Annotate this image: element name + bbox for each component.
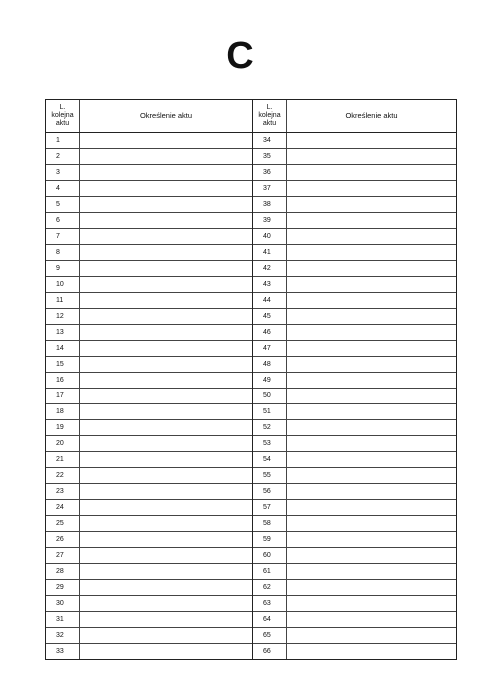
act-description-cell[interactable] — [80, 468, 252, 483]
act-number-cell: 26 — [46, 532, 80, 547]
act-description-cell[interactable] — [80, 181, 252, 196]
table-row — [46, 404, 252, 420]
act-number-cell: 60 — [253, 548, 287, 563]
table-row — [253, 484, 456, 500]
act-number-cell: 30 — [46, 596, 80, 611]
table-row — [253, 357, 456, 373]
act-number-cell: 41 — [253, 245, 287, 260]
act-description-cell[interactable] — [80, 580, 252, 595]
act-number-cell: 39 — [253, 213, 287, 228]
act-number-cell: 63 — [253, 596, 287, 611]
act-description-cell[interactable] — [80, 389, 252, 404]
table-row — [253, 229, 456, 245]
act-number-cell: 28 — [46, 564, 80, 579]
table-row — [46, 133, 252, 149]
act-number-cell: 16 — [46, 373, 80, 388]
act-description-cell[interactable] — [80, 133, 252, 148]
act-number-cell: 36 — [253, 165, 287, 180]
act-description-cell[interactable] — [287, 452, 456, 467]
table-row — [253, 644, 456, 659]
act-number-cell: 24 — [46, 500, 80, 515]
act-number-cell: 8 — [46, 245, 80, 260]
act-number-cell: 42 — [253, 261, 287, 276]
table-row — [253, 293, 456, 309]
act-description-cell[interactable] — [287, 532, 456, 547]
act-description-cell[interactable] — [287, 309, 456, 324]
act-number-cell: 3 — [46, 165, 80, 180]
act-description-cell[interactable] — [80, 149, 252, 164]
act-description-cell[interactable] — [287, 468, 456, 483]
act-number-cell: 44 — [253, 293, 287, 308]
table-row — [253, 373, 456, 389]
act-number-cell: 14 — [46, 341, 80, 356]
act-description-cell[interactable] — [287, 628, 456, 643]
table-row — [46, 468, 252, 484]
act-number-cell: 50 — [253, 389, 287, 404]
act-number-cell: 65 — [253, 628, 287, 643]
act-number-cell: 27 — [46, 548, 80, 563]
header-act-number-line3: aktu — [262, 120, 277, 127]
act-description-cell[interactable] — [287, 644, 456, 659]
table-row — [46, 373, 252, 389]
table-row — [253, 532, 456, 548]
table-row — [46, 309, 252, 325]
table-row — [46, 357, 252, 373]
act-number-cell: 45 — [253, 309, 287, 324]
act-number-cell: 58 — [253, 516, 287, 531]
table-row — [46, 325, 252, 341]
act-description-cell[interactable] — [80, 500, 252, 515]
act-description-cell[interactable] — [287, 197, 456, 212]
table-row — [46, 420, 252, 436]
act-description-cell[interactable] — [287, 580, 456, 595]
table-row — [253, 564, 456, 580]
table-row — [253, 309, 456, 325]
act-description-cell[interactable] — [287, 516, 456, 531]
act-description-cell[interactable] — [80, 373, 252, 388]
act-description-cell[interactable] — [287, 165, 456, 180]
act-number-cell: 46 — [253, 325, 287, 340]
act-description-cell[interactable] — [287, 149, 456, 164]
table-right-half — [253, 100, 456, 659]
act-number-cell: 5 — [46, 197, 80, 212]
table-row — [253, 277, 456, 293]
act-number-cell: 1 — [46, 133, 80, 148]
table-row — [253, 165, 456, 181]
table-row — [253, 420, 456, 436]
act-description-cell[interactable] — [80, 564, 252, 579]
act-description-cell[interactable] — [287, 420, 456, 435]
act-number-cell: 31 — [46, 612, 80, 627]
act-description-cell[interactable] — [287, 213, 456, 228]
table-row — [253, 181, 456, 197]
act-description-cell[interactable] — [287, 341, 456, 356]
act-number-cell: 23 — [46, 484, 80, 499]
act-description-cell[interactable] — [287, 277, 456, 292]
act-description-cell[interactable] — [287, 229, 456, 244]
table-row — [253, 500, 456, 516]
table-row — [46, 612, 252, 628]
act-number-cell: 47 — [253, 341, 287, 356]
act-description-cell[interactable] — [287, 500, 456, 515]
act-number-cell: 34 — [253, 133, 287, 148]
act-description-cell[interactable] — [80, 213, 252, 228]
act-number-cell: 64 — [253, 612, 287, 627]
header-act-number-line1: L. — [59, 104, 66, 111]
table-rows-left — [46, 133, 252, 659]
act-description-cell[interactable] — [80, 612, 252, 627]
act-number-cell: 6 — [46, 213, 80, 228]
table-row — [46, 628, 252, 644]
act-number-cell: 48 — [253, 357, 287, 372]
act-number-cell: 54 — [253, 452, 287, 467]
act-description-cell[interactable] — [80, 404, 252, 419]
act-description-cell[interactable] — [287, 133, 456, 148]
act-number-cell: 57 — [253, 500, 287, 515]
table-row — [253, 197, 456, 213]
act-number-cell: 15 — [46, 357, 80, 372]
act-description-cell[interactable] — [287, 564, 456, 579]
act-number-cell: 43 — [253, 277, 287, 292]
act-description-cell[interactable] — [80, 277, 252, 292]
act-description-cell[interactable] — [80, 516, 252, 531]
act-description-cell[interactable] — [287, 325, 456, 340]
table-header-right — [253, 100, 456, 133]
act-number-cell: 52 — [253, 420, 287, 435]
header-act-number — [46, 100, 80, 132]
table-row — [46, 484, 252, 500]
table-row — [253, 548, 456, 564]
act-number-cell: 20 — [46, 436, 80, 451]
act-description-cell[interactable] — [287, 596, 456, 611]
act-number-cell: 17 — [46, 389, 80, 404]
table-row — [46, 516, 252, 532]
act-description-cell[interactable] — [80, 245, 252, 260]
table-row — [253, 516, 456, 532]
act-number-cell: 7 — [46, 229, 80, 244]
act-description-cell[interactable] — [80, 420, 252, 435]
header-act-description: Określenie aktu — [139, 110, 193, 120]
act-description-cell[interactable] — [80, 452, 252, 467]
table-row — [46, 580, 252, 596]
header-act-number — [253, 100, 287, 132]
table-rows-right — [253, 133, 456, 659]
act-description-cell[interactable] — [80, 548, 252, 563]
acts-register-table — [45, 99, 457, 660]
table-row — [253, 580, 456, 596]
act-number-cell: 53 — [253, 436, 287, 451]
header-act-number-line2: kolejna — [258, 112, 281, 119]
act-number-cell: 40 — [253, 229, 287, 244]
table-row — [253, 325, 456, 341]
act-number-cell: 19 — [46, 420, 80, 435]
act-number-cell: 32 — [46, 628, 80, 643]
header-act-description: Określenie aktu — [345, 110, 398, 120]
table-row — [253, 389, 456, 405]
table-row — [253, 612, 456, 628]
table-row — [46, 436, 252, 452]
table-row — [46, 229, 252, 245]
act-number-cell: 9 — [46, 261, 80, 276]
act-number-cell: 4 — [46, 181, 80, 196]
act-description-cell[interactable] — [287, 181, 456, 196]
act-number-cell: 38 — [253, 197, 287, 212]
act-number-cell: 55 — [253, 468, 287, 483]
table-row — [253, 261, 456, 277]
table-row — [46, 261, 252, 277]
act-description-cell[interactable] — [287, 612, 456, 627]
act-number-cell: 18 — [46, 404, 80, 419]
table-row — [253, 149, 456, 165]
act-description-cell[interactable] — [287, 245, 456, 260]
act-description-cell[interactable] — [80, 628, 252, 643]
table-row — [46, 149, 252, 165]
act-number-cell: 49 — [253, 373, 287, 388]
table-row — [46, 277, 252, 293]
table-row — [46, 181, 252, 197]
act-description-cell[interactable] — [287, 357, 456, 372]
act-number-cell: 13 — [46, 325, 80, 340]
table-row — [46, 213, 252, 229]
act-description-cell[interactable] — [80, 293, 252, 308]
table-left-half — [46, 100, 253, 659]
act-description-cell[interactable] — [80, 165, 252, 180]
act-number-cell: 2 — [46, 149, 80, 164]
act-number-cell: 37 — [253, 181, 287, 196]
act-number-cell: 35 — [253, 149, 287, 164]
act-number-cell: 51 — [253, 404, 287, 419]
table-row — [253, 468, 456, 484]
table-row — [46, 245, 252, 261]
act-number-cell: 11 — [46, 293, 80, 308]
table-row — [253, 628, 456, 644]
table-row — [253, 245, 456, 261]
act-description-cell[interactable] — [80, 484, 252, 499]
act-description-cell[interactable] — [80, 229, 252, 244]
act-description-cell[interactable] — [287, 548, 456, 563]
act-description-cell[interactable] — [287, 261, 456, 276]
table-row — [253, 452, 456, 468]
act-description-cell[interactable] — [80, 532, 252, 547]
table-header-left — [46, 100, 252, 133]
act-description-cell[interactable] — [80, 436, 252, 451]
act-number-cell: 22 — [46, 468, 80, 483]
act-description-cell[interactable] — [287, 484, 456, 499]
act-description-cell[interactable] — [287, 436, 456, 451]
table-row — [46, 293, 252, 309]
table-row — [253, 404, 456, 420]
table-row — [46, 165, 252, 181]
act-number-cell: 25 — [46, 516, 80, 531]
act-description-cell[interactable] — [287, 373, 456, 388]
act-number-cell: 59 — [253, 532, 287, 547]
act-number-cell: 29 — [46, 580, 80, 595]
act-number-cell: 66 — [253, 644, 287, 659]
table-row — [46, 532, 252, 548]
act-description-cell[interactable] — [80, 261, 252, 276]
table-row — [46, 596, 252, 612]
act-number-cell: 10 — [46, 277, 80, 292]
act-description-cell[interactable] — [80, 325, 252, 340]
act-number-cell: 21 — [46, 452, 80, 467]
header-act-number-line1: L. — [266, 104, 273, 111]
act-description-cell[interactable] — [80, 309, 252, 324]
act-description-cell[interactable] — [287, 404, 456, 419]
table-row — [46, 548, 252, 564]
header-act-number-line2: kolejna — [51, 112, 74, 119]
table-row — [46, 452, 252, 468]
table-row — [46, 389, 252, 405]
act-description-cell[interactable] — [80, 596, 252, 611]
act-number-cell: 62 — [253, 580, 287, 595]
table-row — [253, 341, 456, 357]
act-number-cell: 61 — [253, 564, 287, 579]
table-row — [253, 596, 456, 612]
table-row — [253, 213, 456, 229]
table-row — [46, 197, 252, 213]
act-description-cell[interactable] — [287, 389, 456, 404]
table-row — [253, 436, 456, 452]
act-description-cell[interactable] — [287, 293, 456, 308]
table-row — [46, 341, 252, 357]
act-number-cell: 33 — [46, 644, 80, 659]
act-description-cell[interactable] — [80, 644, 252, 659]
act-description-cell[interactable] — [80, 197, 252, 212]
act-number-cell: 12 — [46, 309, 80, 324]
table-row — [46, 644, 252, 659]
act-description-cell[interactable] — [80, 341, 252, 356]
table-row — [46, 564, 252, 580]
act-number-cell: 56 — [253, 484, 287, 499]
page-letter: C — [226, 35, 254, 77]
table-row — [46, 500, 252, 516]
header-act-number-line3: aktu — [55, 120, 70, 127]
table-row — [253, 133, 456, 149]
act-description-cell[interactable] — [80, 357, 252, 372]
